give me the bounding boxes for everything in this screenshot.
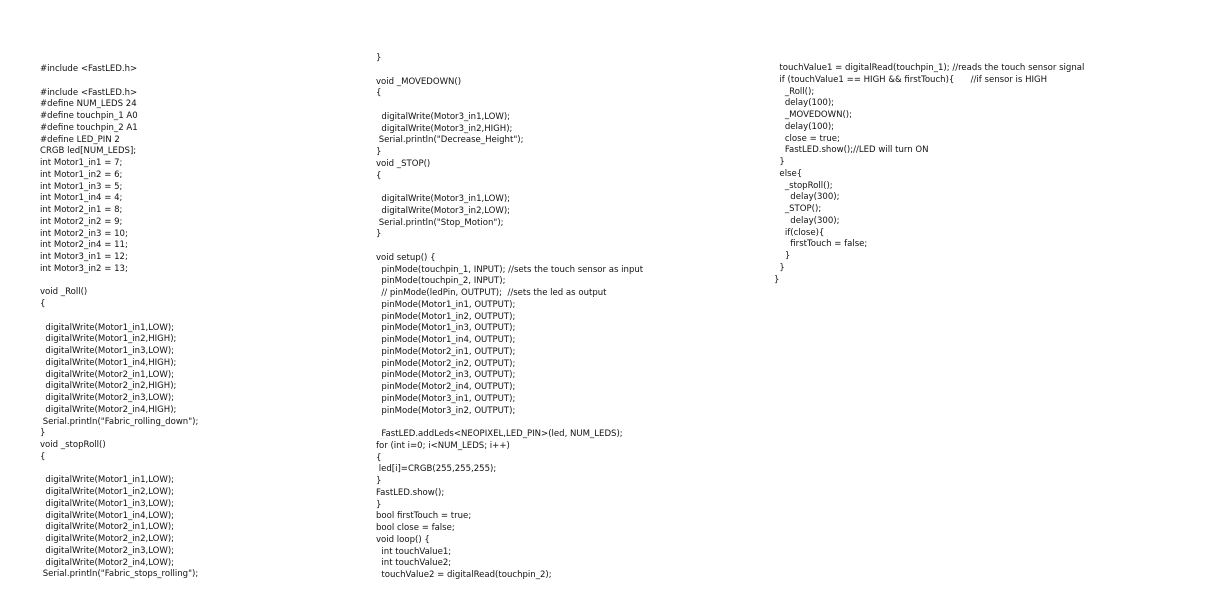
code-line: int Motor2_in4 = 11;: [40, 239, 128, 251]
code-line: Serial.println("Fabric_stops_rolling");: [40, 568, 199, 580]
code-line: [376, 181, 643, 193]
code-line: int Motor1_in2 = 6;: [40, 168, 123, 180]
code-line: #include <FastLED.h>: [40, 86, 138, 98]
code-line: digitalWrite(Motor1_in3,LOW);: [40, 497, 175, 509]
code-line: pinMode(Motor2_in3, OUTPUT);: [376, 369, 516, 381]
code-line: pinMode(Motor2_in1, OUTPUT);: [376, 345, 516, 357]
code-line: FastLED.show();//LED will turn ON: [774, 144, 929, 156]
code-line: digitalWrite(Motor1_in1,LOW);: [40, 321, 175, 333]
code-line: Serial.println("Fabric_rolling_down");: [40, 415, 199, 427]
code-line: firstTouch = false;: [774, 238, 868, 250]
code-column-3: [774, 62, 1108, 285]
code-line: close = true;: [774, 132, 840, 144]
code-line: }: [774, 250, 791, 261]
code-line: pinMode(touchpin_1, INPUT); //sets the touch sensor as input: [376, 263, 644, 275]
code-line: touchValue1 = digitalRead(touchpin_1); //reads the touch sensor signal: [774, 62, 1085, 73]
code-line: FastLED.show();: [376, 486, 445, 498]
code-line: digitalWrite(Motor3_in1,LOW);: [376, 110, 511, 122]
code-line: delay(300);: [774, 214, 840, 226]
code-line: _Roll();: [774, 85, 815, 97]
code-column-1: [40, 63, 210, 580]
code-line: {: [376, 169, 382, 181]
code-line: pinMode(Motor1_in4, OUTPUT);: [376, 334, 516, 345]
code-line: bool close = false;: [376, 522, 455, 533]
code-line: }: [376, 228, 382, 240]
code-line: }: [40, 427, 46, 439]
code-line: {: [376, 87, 382, 99]
code-line: led[i]=CRGB(255,255,255);: [376, 463, 497, 475]
code-line: pinMode(Motor2_in4, OUTPUT);: [376, 381, 516, 392]
code-line: #define touchpin_2 A1: [40, 121, 138, 133]
code-line: delay(100);: [774, 120, 835, 132]
code-line: {: [40, 298, 46, 309]
code-line: int Motor1_in4 = 4;: [40, 192, 123, 204]
code-line: #define LED_PIN 2: [40, 133, 120, 145]
code-line: {: [376, 451, 382, 463]
code-line: digitalWrite(Motor2_in2,HIGH);: [40, 380, 177, 392]
code-line: int Motor1_in1 = 7;: [40, 157, 123, 168]
code-line: #define touchpin_1 A0: [40, 110, 138, 121]
code-line: }: [376, 52, 382, 63]
code-line: digitalWrite(Motor2_in4,HIGH);: [40, 403, 177, 415]
code-line: digitalWrite(Motor1_in4,HIGH);: [40, 356, 177, 368]
code-line: pinMode(Motor1_in1, OUTPUT);: [376, 298, 516, 310]
code-line: [376, 240, 643, 252]
code-line: pinMode(Motor2_in2, OUTPUT);: [376, 357, 516, 369]
code-line: _STOP();: [774, 203, 822, 214]
code-line: digitalWrite(Motor1_in1,LOW);: [40, 474, 175, 486]
code-line: #include <FastLED.h>: [40, 63, 138, 74]
code-line: pinMode(Motor1_in2, OUTPUT);: [376, 310, 516, 322]
code-line: digitalWrite(Motor2_in1,LOW);: [40, 521, 175, 533]
code-line: int Motor2_in3 = 10;: [40, 227, 128, 239]
code-line: bool firstTouch = true;: [376, 510, 472, 522]
code-line: if(close){: [774, 226, 825, 238]
code-line: {: [40, 450, 46, 462]
code-line: digitalWrite(Motor2_in1,LOW);: [40, 368, 175, 380]
code-line: delay(300);: [774, 191, 840, 203]
code-line: }: [376, 146, 382, 157]
code-line: }: [774, 156, 785, 167]
code-line: _MOVEDOWN();: [774, 109, 853, 120]
code-line: CRGB led[NUM_LEDS];: [40, 145, 137, 157]
code-line: int Motor1_in3 = 5;: [40, 180, 123, 192]
code-line: int touchValue2;: [376, 557, 452, 569]
code-line: Serial.println("Decrease_Height");: [376, 134, 524, 146]
code-line: pinMode(touchpin_2, INPUT);: [376, 275, 506, 287]
code-line: else{: [774, 167, 803, 179]
code-line: void _stopRoll(): [40, 439, 106, 450]
code-line: #define NUM_LEDS 24: [40, 98, 137, 110]
code-line: touchValue2 = digitalRead(touchpin_2);: [376, 569, 552, 580]
code-line: }: [774, 261, 785, 273]
code-line: void _MOVEDOWN(): [376, 75, 462, 87]
code-line: digitalWrite(Motor1_in2,HIGH);: [40, 333, 177, 345]
code-line: int Motor3_in2 = 13;: [40, 262, 128, 274]
code-line: digitalWrite(Motor1_in2,LOW);: [40, 486, 175, 497]
code-line: void setup() {: [376, 251, 436, 263]
code-line: digitalWrite(Motor1_in3,LOW);: [40, 345, 175, 356]
code-line: digitalWrite(Motor2_in3,LOW);: [40, 392, 175, 403]
code-line: digitalWrite(Motor1_in4,LOW);: [40, 509, 175, 521]
code-line: [376, 99, 643, 111]
code-line: void _Roll(): [40, 286, 88, 298]
code-line: [40, 275, 198, 287]
code-line: FastLED.addLeds<NEOPIXEL,LED_PIN>(led, NUM_LEDS);: [376, 428, 623, 439]
code-line: int Motor2_in2 = 9;: [40, 215, 123, 227]
code-line: [376, 64, 643, 76]
code-line: digitalWrite(Motor2_in3,LOW);: [40, 544, 175, 556]
code-line: int Motor3_in1 = 12;: [40, 251, 128, 262]
code-column-2: [376, 52, 663, 581]
code-line: digitalWrite(Motor3_in2,LOW);: [376, 204, 511, 216]
code-line: [376, 416, 643, 428]
code-line: void _STOP(): [376, 157, 431, 169]
code-line: digitalWrite(Motor2_in4,LOW);: [40, 556, 175, 568]
code-line: delay(100);: [774, 97, 835, 109]
code-line: digitalWrite(Motor2_in2,LOW);: [40, 533, 175, 544]
code-line: }: [774, 273, 780, 285]
code-line: pinMode(Motor1_in3, OUTPUT);: [376, 322, 516, 334]
code-line: pinMode(Motor3_in2, OUTPUT);: [376, 404, 516, 416]
code-line: for (int i=0; i<NUM_LEDS; i++): [376, 439, 510, 451]
code-line: _stopRoll();: [774, 179, 833, 191]
code-line: int touchValue1;: [376, 545, 452, 557]
code-line: // pinMode(ledPin, OUTPUT); //sets the led as output: [376, 287, 607, 298]
code-line: [40, 310, 198, 322]
code-line: void loop() {: [376, 533, 430, 545]
code-line: [40, 75, 198, 87]
code-line: }: [376, 498, 382, 510]
code-line: Serial.println("Stop_Motion");: [376, 216, 504, 228]
code-line: if (touchValue1 == HIGH && firstTouch){ //if sensor is HIGH: [774, 73, 1048, 85]
code-line: pinMode(Motor3_in1, OUTPUT);: [376, 392, 516, 404]
code-line: digitalWrite(Motor3_in2,HIGH);: [376, 122, 513, 134]
code-line: }: [376, 475, 382, 486]
code-line: [40, 463, 198, 475]
code-line: digitalWrite(Motor3_in1,LOW);: [376, 193, 511, 204]
code-line: int Motor2_in1 = 8;: [40, 204, 123, 215]
